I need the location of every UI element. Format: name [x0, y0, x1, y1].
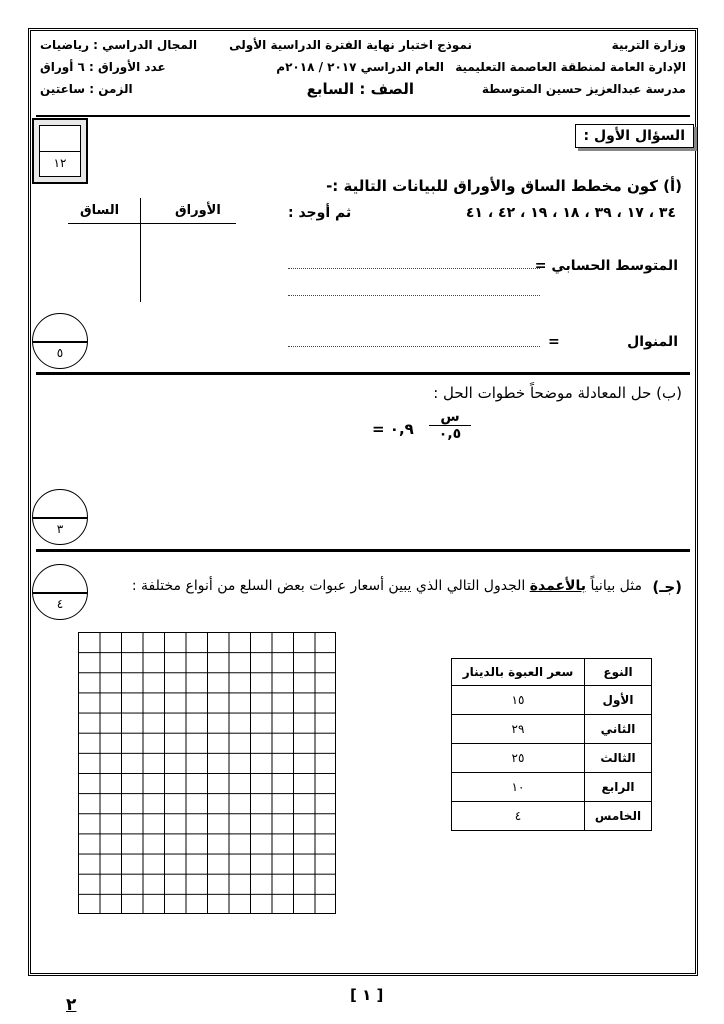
mean-label: المتوسط الحسابي =	[534, 258, 678, 274]
table-cell: ١٥	[452, 686, 585, 715]
mode-label: المنوال	[627, 334, 678, 350]
table-cell: الثالث	[585, 744, 652, 773]
directorate-name: الإدارة العامة لمنطقة العاصمة التعليمية	[455, 60, 686, 74]
part-c-label: (جـ)	[652, 578, 682, 596]
part-a-mark: ٥	[56, 346, 64, 360]
table-row	[452, 773, 652, 802]
fraction-denominator: ٠,٥	[438, 426, 462, 442]
ministry-name: وزارة التربية	[611, 38, 686, 52]
graph-paper-grid[interactable]	[78, 632, 336, 914]
part-c-mark: ٤	[56, 597, 64, 611]
part-c-prompt	[132, 578, 642, 594]
grade-label: الصف : السابع	[306, 80, 414, 98]
question-mark-box	[32, 118, 88, 184]
part-a-then: ثم أوجد :	[288, 205, 352, 221]
equation-rhs: ٠,٩ =	[372, 420, 414, 438]
table-cell: الأول	[585, 686, 652, 715]
divider-a-b	[36, 372, 690, 375]
table-row	[452, 744, 652, 773]
part-c-prompt-bold: بالأعمدة	[529, 578, 586, 594]
table-row	[452, 686, 652, 715]
mean-answer-line-2	[288, 295, 540, 296]
stem-header: الساق	[80, 203, 120, 218]
table-header: النوع	[585, 659, 652, 686]
subject-label: المجال الدراسي : رياضيات	[40, 38, 198, 52]
table-row	[452, 715, 652, 744]
academic-year: العام الدراسي ٢٠١٧ / ٢٠١٨م	[276, 60, 444, 74]
part-c-mark-circle	[32, 564, 88, 620]
fraction-numerator: س	[440, 409, 460, 425]
equation-fraction	[425, 410, 475, 441]
corner-number: ٢	[66, 995, 77, 1015]
part-a-data: ٣٤ ، ١٧ ، ٣٩ ، ١٨ ، ١٩ ، ٤٢ ، ٤١	[465, 205, 676, 221]
divider-b-c	[36, 549, 690, 552]
part-a-prompt: (أ) كون مخطط الساق والأوراق للبيانات التالية :-	[326, 177, 682, 195]
table-cell: الرابع	[585, 773, 652, 802]
table-header: سعر العبوة بالدينار	[452, 659, 585, 686]
leaf-header: الأوراق	[175, 203, 221, 218]
table-row	[452, 802, 652, 831]
table-cell: ٢٩	[452, 715, 585, 744]
mean-answer-line	[288, 268, 540, 269]
exam-title: نموذج اختبار نهاية الفترة الدراسية الأولى	[229, 38, 472, 52]
part-b-prompt: (ب) حل المعادلة موضحاً خطوات الحل :	[433, 384, 682, 402]
table-header-row	[452, 659, 652, 686]
stem-leaf-horizontal-line	[68, 223, 236, 224]
prices-table	[451, 658, 652, 831]
part-a-mark-circle	[32, 313, 88, 369]
header-divider	[36, 115, 690, 117]
mode-answer-line	[288, 346, 540, 347]
school-name: مدرسة عبدالعزيز حسين المتوسطة	[481, 82, 686, 96]
question-title: السؤال الأول :	[575, 124, 694, 148]
page-number: [ ١ ]	[350, 986, 384, 1004]
table-cell: الخامس	[585, 802, 652, 831]
table-cell: ١٠	[452, 773, 585, 802]
exam-time: الزمن : ساعتين	[40, 82, 133, 96]
table-cell: ٤	[452, 802, 585, 831]
part-b-mark: ٣	[56, 522, 64, 536]
table-cell: الثاني	[585, 715, 652, 744]
table-cell: ٢٥	[452, 744, 585, 773]
part-c-prompt-end: الجدول التالي الذي يبين أسعار عبوات بعض السلع من أنواع مختلفة :	[131, 578, 526, 594]
stem-leaf-vertical-line	[140, 198, 141, 302]
mode-equals: =	[548, 334, 560, 350]
part-c-prompt-start: مثل بيانياً	[590, 578, 642, 594]
pages-count: عدد الأوراق : ٦ أوراق	[40, 60, 166, 74]
part-b-mark-circle	[32, 489, 88, 545]
question-total-mark: ١٢	[53, 156, 67, 170]
